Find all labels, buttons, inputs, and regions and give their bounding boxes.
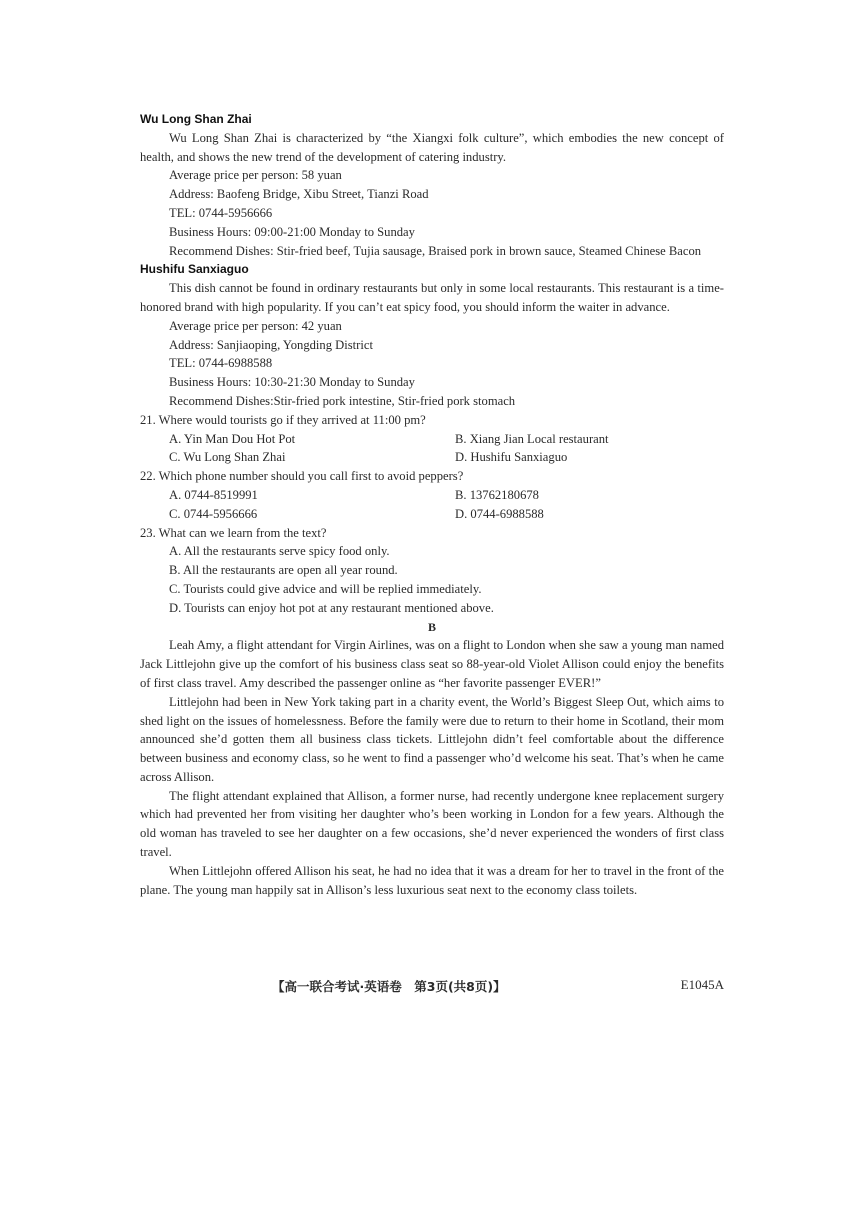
- passage-paragraph-2: Littlejohn had been in New York taking part in a charity event, the World’s Biggest Sleep Out, which aims to shed light on the issues of homelessness. Before the family were due to return to their home in Scotland, their mom announced she’d gotten them all business class tickets. Littlejohn didn’t feel comfortable about the difference between business and economy class, so he went to find a passenger who’d welcome his seat. That’s when he came across Allison.: [140, 694, 724, 784]
- passage-paragraph-1: Leah Amy, a flight attendant for Virgin Airlines, was on a flight to London when she saw a young man named Jack Littlejohn give up the comfort of his business class seat so 88-year-old Violet Allison could enjoy the benefits of first class travel. Amy described the passenger online as “her favorite passenger EVER!”: [140, 638, 724, 690]
- question-22-stem: 22. Which phone number should you call first to avoid peppers?: [140, 469, 464, 484]
- restaurant-description: Wu Long Shan Zhai is characterized by “the Xiangxi folk culture”, which embodies the new concept of health, and shows the new trend of the development of catering industry.: [140, 130, 724, 164]
- restaurant-tel: TEL: 0744-6988588: [169, 356, 273, 371]
- restaurant-dishes: Recommend Dishes: Stir-fried beef, Tujia sausage, Braised pork in brown sauce, Steamed Chinese Bacon: [169, 243, 702, 258]
- passage-paragraph-4: When Littlejohn offered Allison his seat, he had no idea that it was a dream for her to travel in the front of the plane. The young man happily sat in Allison’s less luxurious seat next to the economy class toilets.: [140, 863, 724, 897]
- option-a: A. All the restaurants serve spicy food only.: [169, 544, 390, 559]
- option-d: D. 0744-6988588: [455, 506, 544, 521]
- restaurant-price: Average price per person: 42 yuan: [169, 318, 342, 333]
- option-b: B. 13762180678: [455, 487, 539, 502]
- footer-code: E1045A: [680, 977, 724, 992]
- question-22-options-row-2: [140, 505, 724, 524]
- restaurant-hours: Business Hours: 09:00-21:00 Monday to Sunday: [169, 224, 415, 239]
- option-c: C. Tourists could give advice and will be replied immediately.: [169, 581, 482, 596]
- question-21-options-row-1: [140, 430, 724, 449]
- option-c: C. 0744-5956666: [169, 506, 258, 521]
- section-b-heading: B: [427, 619, 436, 634]
- footer-exam-info: 【高一联合考试·英语卷 第3页(共8页)】: [272, 979, 506, 994]
- restaurant-description: This dish cannot be found in ordinary restaurants but only in some local restaurants. This restaurant is a time-honored brand with high popularity. If you can’t eat spicy food, you should inform the waiter in advance.: [140, 281, 724, 314]
- question-21-options-row-2: [140, 448, 724, 467]
- restaurant-address: Address: Baofeng Bridge, Xibu Street, Tianzi Road: [169, 187, 429, 202]
- question-22-options-row-1: [140, 486, 724, 505]
- restaurant-dishes: Recommend Dishes:Stir-fried pork intestine, Stir-fried pork stomach: [169, 393, 516, 408]
- exam-page: [140, 110, 724, 899]
- restaurant-hours: Business Hours: 10:30-21:30 Monday to Sunday: [169, 375, 415, 390]
- option-b: B. All the restaurants are open all year round.: [169, 563, 398, 578]
- option-a: A. Yin Man Dou Hot Pot: [169, 431, 296, 446]
- question-21-stem: 21. Where would tourists go if they arrived at 11:00 pm?: [140, 412, 426, 427]
- page-footer: [140, 977, 724, 997]
- option-b: B. Xiang Jian Local restaurant: [455, 431, 609, 446]
- question-23-stem: 23. What can we learn from the text?: [140, 525, 327, 540]
- option-a: A. 0744-8519991: [169, 487, 258, 502]
- option-d: D. Hushifu Sanxiaguo: [455, 450, 568, 465]
- option-d: D. Tourists can enjoy hot pot at any restaurant mentioned above.: [169, 600, 494, 615]
- passage-paragraph-3: The flight attendant explained that Allison, a former nurse, had recently undergone knee replacement surgery which had prevented her from visiting her daughter who’s been working in London for a few years. Although the old woman has traveled to see her daughter on a few occasions, she’d never experienced the wonders of first class travel.: [140, 788, 724, 860]
- restaurant-price: Average price per person: 58 yuan: [169, 168, 342, 183]
- option-c: C. Wu Long Shan Zhai: [169, 450, 286, 465]
- restaurant-title-wu-long-shan-zhai: Wu Long Shan Zhai: [140, 112, 252, 126]
- restaurant-tel: TEL: 0744-5956666: [169, 205, 273, 220]
- restaurant-address: Address: Sanjiaoping, Yongding District: [169, 337, 373, 352]
- restaurant-title-hushifu-sanxiaguo: Hushifu Sanxiaguo: [140, 262, 249, 277]
